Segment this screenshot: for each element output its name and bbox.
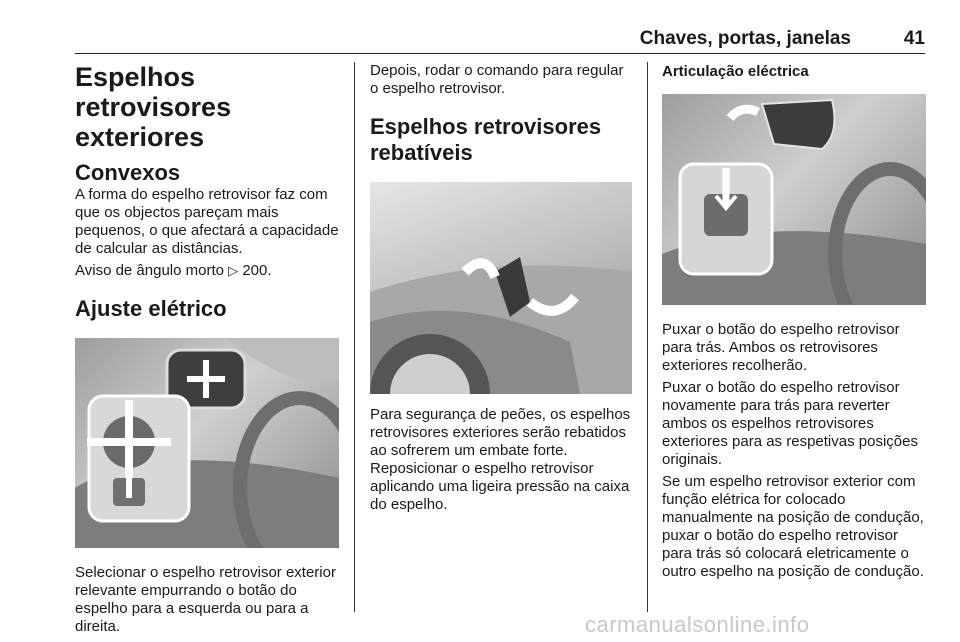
articulacao-para-3: Se um espelho retrovisor exterior com função elétrica for colocado manualmente na posição de condução, puxar o botão do espelho retrovisor para trás só colocará eletricamente o outro espelho na posição de condução.: [662, 473, 924, 580]
site-watermark: carmanualsonline.info: [585, 612, 810, 637]
column-divider-2: [647, 62, 648, 612]
blind-spot-reference: [75, 262, 340, 280]
rebativeis-text: Para segurança de peões, os espelhos retrovisores exteriores serão rebatidos ao sofrerem um embate forte. Reposicionar o espelho retrovisor aplicando uma ligeira pressão na caixa do espelho.: [370, 406, 631, 513]
header-rule: [75, 53, 925, 54]
column-3: [662, 62, 926, 581]
section-title: Chaves, portas, janelas: [639, 28, 851, 49]
aviso-text: Aviso de ângulo morto: [75, 262, 224, 279]
convexos-heading: Convexos: [75, 160, 181, 185]
power-fold-figure: [662, 94, 926, 305]
electric-adjust-figure: [75, 338, 339, 548]
articulacao-para-2: Puxar o botão do espelho retrovisor novamente para trás para reverter ambos os espelhos retrovisores exteriores para as respetivas posições originais.: [662, 379, 918, 468]
articulacao-heading: Articulação eléctrica: [662, 63, 809, 80]
page-number: 41: [903, 28, 925, 49]
rebativeis-heading: Espelhos retrovisores rebatíveis: [370, 114, 602, 165]
column-1: [75, 62, 340, 636]
page-header: [75, 28, 925, 52]
ajuste-heading: Ajuste elétrico: [75, 296, 227, 321]
intro-text: Depois, rodar o comando para regular o espelho retrovisor.: [370, 62, 624, 97]
reference-page: 200.: [242, 262, 272, 279]
convexos-text: A forma do espelho retrovisor faz com que os objectos pareçam mais pequenos, o que afectará a capacidade de calcular as distâncias.: [75, 186, 339, 257]
folding-mirror-figure: [370, 182, 632, 394]
page-title: Espelhos retrovisores exteriores: [75, 62, 232, 152]
ajuste-text: Selecionar o espelho retrovisor exterior relevante empurrando o botão do espelho para a esquerda ou para a direita.: [75, 564, 336, 635]
arrow-reference-icon: ▷: [228, 263, 239, 278]
articulacao-para-1: Puxar o botão do espelho retrovisor para trás. Ambos os retrovisores exteriores recolherão.: [662, 321, 900, 374]
column-divider-1: [354, 62, 355, 612]
column-2: [370, 62, 634, 514]
